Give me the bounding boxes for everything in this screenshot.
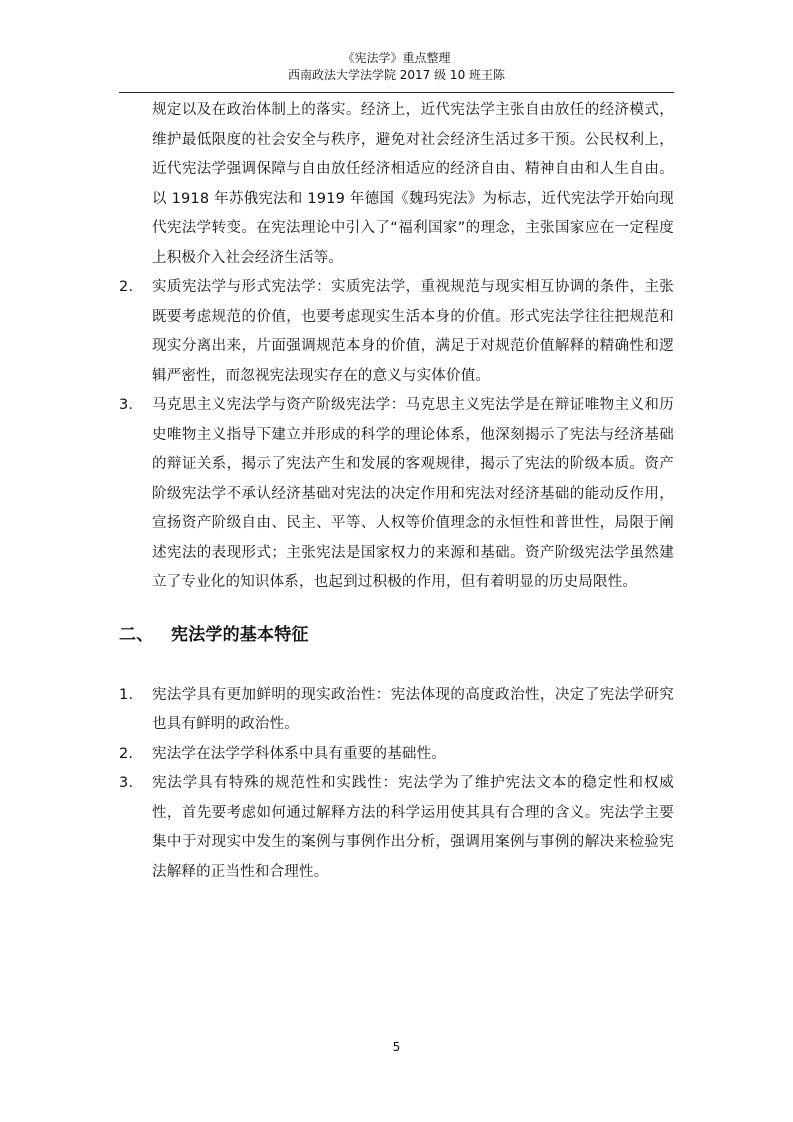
header-subtitle: 西南政法大学法学院 2017 级 10 班王陈 <box>287 68 506 82</box>
header-title: 《宪法学》重点整理 <box>342 51 451 65</box>
list-item-number: 2. <box>119 745 134 762</box>
list-item-number: 2. <box>119 279 134 295</box>
list-item <box>119 273 674 391</box>
list-item-text: 宪法学具有更加鲜明的现实政治性：宪法体现的高度政治性，决定了宪法学研究也具有鲜明的政治性。 <box>152 686 674 732</box>
section-number: 二、 <box>119 624 154 645</box>
list-item-text: 宪法学在法学学科体系中具有重要的基础性。 <box>152 745 446 762</box>
list-item-text: 宪法学具有特殊的规范性和实践性：宪法学为了维护宪法文本的稳定性和权威性，首先要考虑如何通过解释方法的科学运用使其具有合理的含义。宪法学主要集中于对现实中发生的案例与事例作出分析，强调用案例与事例的解决来检验宪法解释的正当性和合理性。 <box>152 775 674 880</box>
header-rule <box>119 92 674 93</box>
list-item-number: 1. <box>119 686 134 703</box>
page-number: 5 <box>392 1040 401 1054</box>
page-header <box>0 50 793 84</box>
list-item-text: 实质宪法学与形式宪法学：实质宪法学，重视规范与现实相互协调的条件，主张既要考虑规范的价值，也要考虑现实生活本身的价值。形式宪法学往往把规范和现实分离出来，片面强调规范本身的价值，满足于对规范价值解释的精确性和逻辑严密性，而忽视宪法现实存在的意义与实体价值。 <box>152 279 674 384</box>
section-title: 宪法学的基本特征 <box>171 624 309 645</box>
list-item <box>119 769 674 887</box>
intro-paragraph: 规定以及在政治体制上的落实。经济上，近代宪法学主张自由放任的经济模式，维护最低限度的社会安全与秩序，避免对社会经济生活过多干预。公民权利上，近代宪法学强调保障与自由放任经济相适应的经济自由、精神自由和人生自由。以 1918 年苏俄宪法和 1919 年德国《魏玛宪法》为标志，近代宪法学开始向现代宪法学转变。在宪法理论中引入了“福利国家”的理念，主张国家应在一定程度上积极介入社会经济生活等。 <box>152 102 674 266</box>
section-heading <box>119 620 674 650</box>
list-item <box>119 740 674 770</box>
list-item-text: 马克思主义宪法学与资产阶级宪法学：马克思主义宪法学是在辩证唯物主义和历史唯物主义指导下建立并形成的科学的理论体系，他深刻揭示了宪法与经济基础的辩证关系，揭示了宪法产生和发展的客观规律，揭示了宪法的阶级本质。资产阶级宪法学不承认经济基础对宪法的决定作用和宪法对经济基础的能动反作用，宣扬资产阶级自由、民主、平等、人权等价值理念的永恒性和普世性，局限于阐述宪法的表现形式；主张宪法是国家权力的来源和基础。资产阶级宪法学虽然建立了专业化的知识体系，也起到过积极的作用，但有着明显的历史局限性。 <box>152 397 674 590</box>
list-item-number: 3. <box>119 775 134 791</box>
page-content <box>119 96 674 887</box>
list-item <box>119 681 674 740</box>
list-item <box>119 391 674 598</box>
list-item-number: 3. <box>119 397 134 413</box>
